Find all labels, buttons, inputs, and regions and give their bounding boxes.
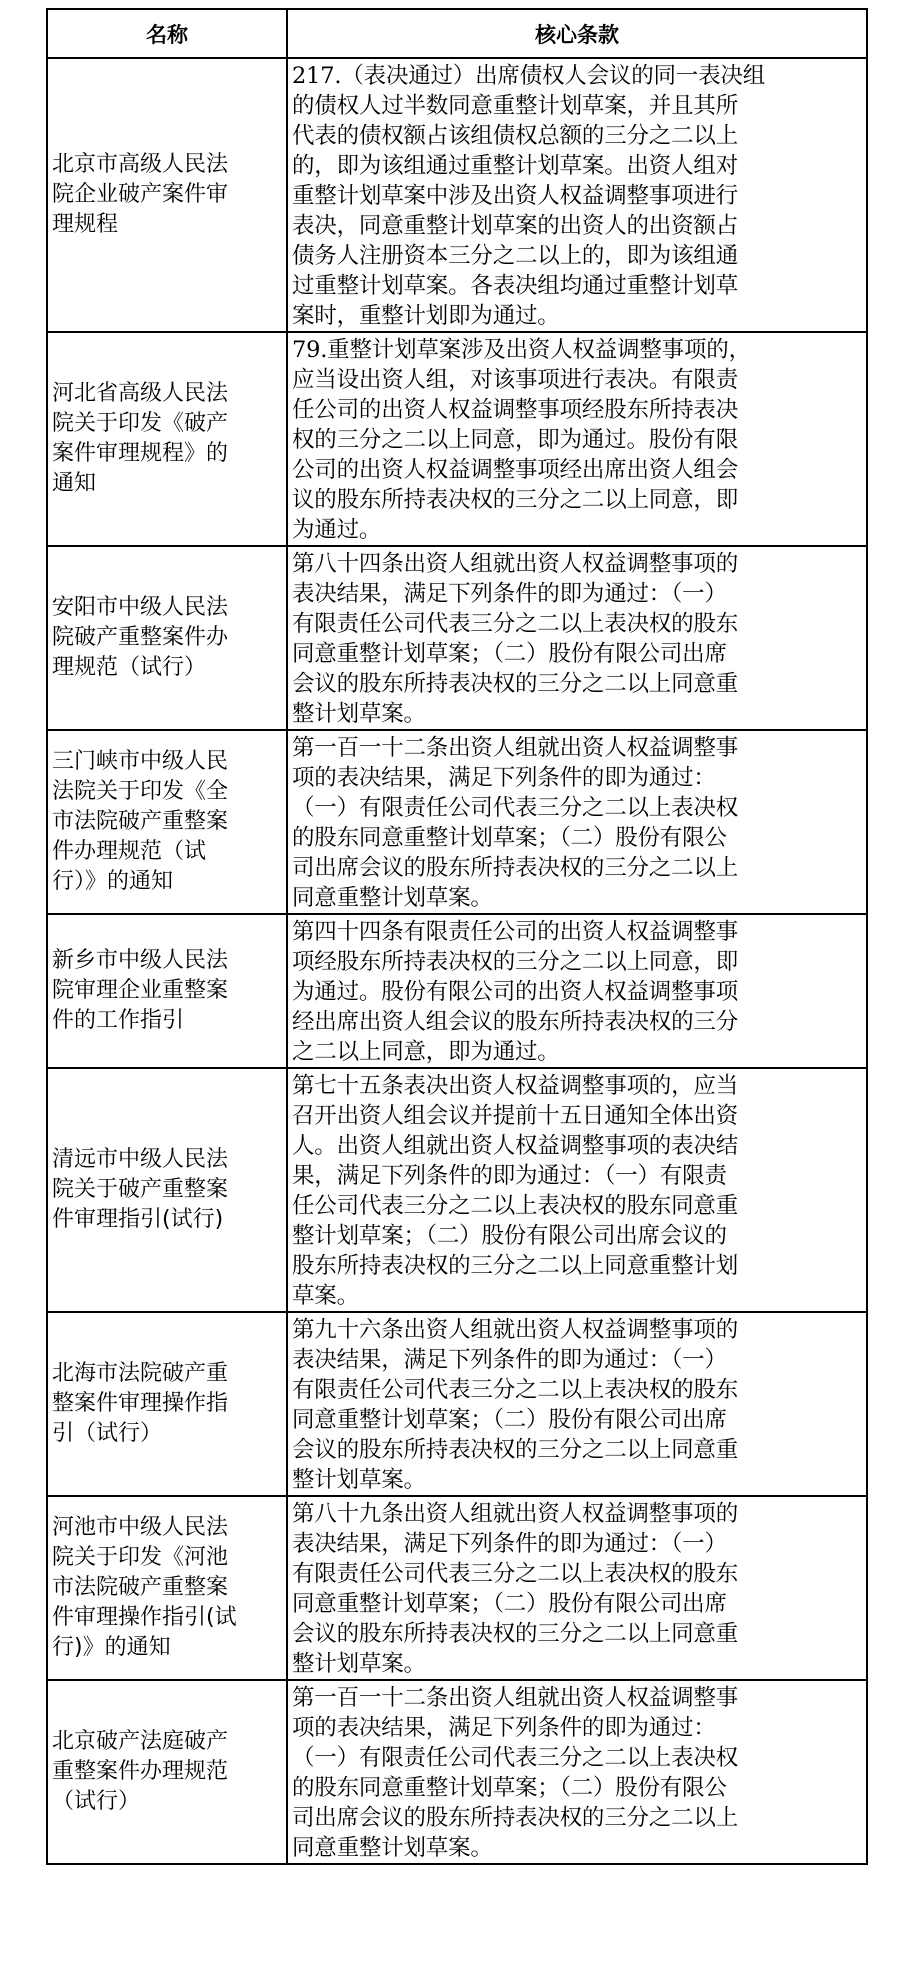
core-clause-line: 召开出资人组会议并提前十五日通知全体出资 — [292, 1103, 739, 1129]
regulation-name-cell — [47, 914, 287, 1068]
core-clause-line: 为通过。股份有限公司的出资人权益调整事项 — [292, 979, 739, 1005]
core-clause-line: 司出席会议的股东所持表决权的三分之二以上 — [292, 855, 739, 881]
regulation-name-cell — [47, 58, 287, 332]
core-clause-cell — [287, 1680, 867, 1864]
regulation-name-cell — [47, 332, 287, 546]
core-clause-line: 公司的出资人权益调整事项经出席出资人组会 — [292, 457, 739, 483]
regulation-name-line: 理规范（试行） — [52, 655, 207, 680]
core-clause-line: 任公司的出资人权益调整事项经股东所持表决 — [292, 397, 739, 423]
regulation-name-line: 件办理规范（试 — [52, 839, 207, 864]
regulation-name-line: 院关于印发《破产 — [52, 411, 229, 436]
core-clause-line: 果，满足下列条件的即为通过：（一）有限责 — [292, 1163, 727, 1189]
core-clause-line: 代表的债权额占该组债权总额的三分之二以上 — [292, 123, 739, 149]
core-clause-line: 同意重整计划草案。 — [292, 885, 493, 911]
core-clause-line: 会议的股东所持表决权的三分之二以上同意重 — [292, 1621, 739, 1647]
core-clause-cell — [287, 1068, 867, 1312]
core-clause-line: 同意重整计划草案；（二）股份有限公司出席 — [292, 641, 727, 667]
regulation-name-line: 河北省高级人民法 — [52, 381, 229, 406]
regulation-name-line: 引（试行） — [52, 1421, 163, 1446]
core-clause-line: 项的表决结果，满足下列条件的即为通过： — [292, 765, 716, 791]
core-clause-line: 司出席会议的股东所持表决权的三分之二以上 — [292, 1805, 739, 1831]
header-clause: 核心条款 — [287, 9, 867, 58]
core-clause-line: 有限责任公司代表三分之二以上表决权的股东 — [292, 611, 739, 637]
core-clause-line: 同意重整计划草案；（二）股份有限公司出席 — [292, 1407, 727, 1433]
regulation-name-line: 北京破产法庭破产 — [52, 1729, 229, 1754]
core-clause-cell — [287, 546, 867, 730]
regulation-name-line: 通知 — [52, 471, 97, 496]
core-clause-line: 的股东同意重整计划草案；（二）股份有限公 — [292, 1775, 727, 1801]
regulation-name-line: （试行） — [52, 1789, 141, 1814]
regulation-name-line: 行)》的通知 — [52, 1635, 171, 1660]
core-clause-line: （一）有限责任公司代表三分之二以上表决权 — [292, 1745, 739, 1771]
regulation-name-line: 北京市高级人民法 — [52, 152, 229, 177]
core-clause-cell — [287, 1496, 867, 1680]
table-header-row — [47, 9, 867, 58]
regulation-name-line: 件审理操作指引(试 — [52, 1605, 237, 1630]
core-clause-cell — [287, 914, 867, 1068]
core-clause-line: 整计划草案。 — [292, 1651, 426, 1677]
core-clause-cell — [287, 332, 867, 546]
core-clause-cell — [287, 1312, 867, 1496]
regulation-name-line: 院关于破产重整案 — [52, 1177, 229, 1202]
regulation-name-cell — [47, 1496, 287, 1680]
core-clause-line: 项经股东所持表决权的三分之二以上同意，即 — [292, 949, 739, 975]
core-clause-line: 79.重整计划草案涉及出资人权益调整事项的， — [292, 337, 751, 363]
table-row — [47, 546, 867, 730]
regulation-name-line: 理规程 — [52, 212, 119, 237]
core-clause-line: 经出席出资人组会议的股东所持表决权的三分 — [292, 1009, 739, 1035]
core-clause-cell — [287, 730, 867, 914]
regulation-name-line: 行）》的通知 — [52, 869, 174, 894]
core-clause-line: 有限责任公司代表三分之二以上表决权的股东 — [292, 1561, 739, 1587]
table-row — [47, 1496, 867, 1680]
core-clause-line: 表决结果，满足下列条件的即为通过：（一） — [292, 581, 727, 607]
regulation-name-line: 清远市中级人民法 — [52, 1147, 229, 1172]
core-clause-line: 议的股东所持表决权的三分之二以上同意，即 — [292, 487, 739, 513]
regulation-name-cell — [47, 1680, 287, 1864]
regulation-name-cell — [47, 730, 287, 914]
core-clause-line: 第八十九条出资人组就出资人权益调整事项的 — [292, 1501, 739, 1527]
core-clause-line: 案时，重整计划即为通过。 — [292, 303, 560, 329]
regulation-name-line: 新乡市中级人民法 — [52, 948, 229, 973]
regulation-name-line: 安阳市中级人民法 — [52, 595, 229, 620]
regulation-name-line: 三门峡市中级人民 — [52, 749, 229, 774]
core-clause-line: 第七十五条表决出资人权益调整事项的，应当 — [292, 1073, 739, 1099]
core-clause-line: 任公司代表三分之二以上表决权的股东同意重 — [292, 1193, 739, 1219]
core-clause-line: 重整计划草案中涉及出资人权益调整事项进行 — [292, 183, 739, 209]
table-row — [47, 1312, 867, 1496]
core-clause-line: 草案。 — [292, 1283, 359, 1309]
regulation-name-line: 重整案件办理规范 — [52, 1759, 229, 1784]
regulation-name-line: 市法院破产重整案 — [52, 809, 229, 834]
regulation-name-line: 市法院破产重整案 — [52, 1575, 229, 1600]
table-row — [47, 1680, 867, 1864]
core-clause-line: 债务人注册资本三分之二以上的，即为该组通 — [292, 243, 739, 269]
regulation-name-line: 案件审理规程》的 — [52, 441, 229, 466]
core-clause-line: 第八十四条出资人组就出资人权益调整事项的 — [292, 551, 739, 577]
regulation-name-line: 院破产重整案件办 — [52, 625, 229, 650]
table-row — [47, 332, 867, 546]
table-row — [47, 914, 867, 1068]
table-row — [47, 1068, 867, 1312]
core-clause-line: 表决结果，满足下列条件的即为通过：（一） — [292, 1531, 727, 1557]
core-clause-line: 的，即为该组通过重整计划草案。出资人组对 — [292, 153, 739, 179]
core-clause-line: （一）有限责任公司代表三分之二以上表决权 — [292, 795, 739, 821]
core-clause-line: 的债权人过半数同意重整计划草案，并且其所 — [292, 93, 739, 119]
core-clause-line: 整计划草案。 — [292, 1467, 426, 1493]
core-clause-line: 表决，同意重整计划草案的出资人的出资额占 — [292, 213, 739, 239]
table-row — [47, 58, 867, 332]
regulation-name-cell — [47, 546, 287, 730]
core-clause-line: 217.（表决通过）出席债权人会议的同一表决组 — [292, 63, 765, 89]
regulation-name-line: 法院关于印发《全 — [52, 779, 229, 804]
header-name: 名称 — [47, 9, 287, 58]
regulations-table — [46, 8, 868, 1865]
core-clause-line: 权的三分之二以上同意，即为通过。股份有限 — [292, 427, 739, 453]
regulation-name-line: 院企业破产案件审 — [52, 182, 229, 207]
regulation-name-line: 北海市法院破产重 — [52, 1361, 229, 1386]
core-clause-line: 第一百一十二条出资人组就出资人权益调整事 — [292, 1685, 739, 1711]
core-clause-line: 整计划草案。 — [292, 701, 426, 727]
core-clause-line: 为通过。 — [292, 517, 382, 543]
core-clause-line: 第九十六条出资人组就出资人权益调整事项的 — [292, 1317, 739, 1343]
core-clause-line: 同意重整计划草案。 — [292, 1835, 493, 1861]
core-clause-line: 会议的股东所持表决权的三分之二以上同意重 — [292, 1437, 739, 1463]
regulation-name-line: 件审理指引(试行) — [52, 1207, 224, 1232]
core-clause-line: 整计划草案；（二）股份有限公司出席会议的 — [292, 1223, 727, 1249]
regulation-name-line: 院审理企业重整案 — [52, 978, 229, 1003]
regulation-name-cell — [47, 1312, 287, 1496]
regulation-name-line: 整案件审理操作指 — [52, 1391, 229, 1416]
regulation-name-line: 件的工作指引 — [52, 1008, 185, 1033]
core-clause-line: 应当设出资人组，对该事项进行表决。有限责 — [292, 367, 739, 393]
core-clause-line: 过重整计划草案。各表决组均通过重整计划草 — [292, 273, 739, 299]
core-clause-line: 项的表决结果，满足下列条件的即为通过： — [292, 1715, 716, 1741]
core-clause-line: 之二以上同意，即为通过。 — [292, 1039, 560, 1065]
core-clause-line: 第一百一十二条出资人组就出资人权益调整事 — [292, 735, 739, 761]
core-clause-cell — [287, 58, 867, 332]
core-clause-line: 的股东同意重整计划草案；（二）股份有限公 — [292, 825, 727, 851]
table-body — [47, 58, 867, 1864]
core-clause-line: 表决结果，满足下列条件的即为通过：（一） — [292, 1347, 727, 1373]
core-clause-line: 同意重整计划草案；（二）股份有限公司出席 — [292, 1591, 727, 1617]
core-clause-line: 人。出资人组就出资人权益调整事项的表决结 — [292, 1133, 739, 1159]
core-clause-line: 会议的股东所持表决权的三分之二以上同意重 — [292, 671, 739, 697]
table-row — [47, 730, 867, 914]
core-clause-line: 第四十四条有限责任公司的出资人权益调整事 — [292, 919, 739, 945]
core-clause-line: 股东所持表决权的三分之二以上同意重整计划 — [292, 1253, 739, 1279]
core-clause-line: 有限责任公司代表三分之二以上表决权的股东 — [292, 1377, 739, 1403]
regulation-name-cell — [47, 1068, 287, 1312]
regulation-name-line: 河池市中级人民法 — [52, 1515, 229, 1540]
regulation-name-line: 院关于印发《河池 — [52, 1545, 229, 1570]
